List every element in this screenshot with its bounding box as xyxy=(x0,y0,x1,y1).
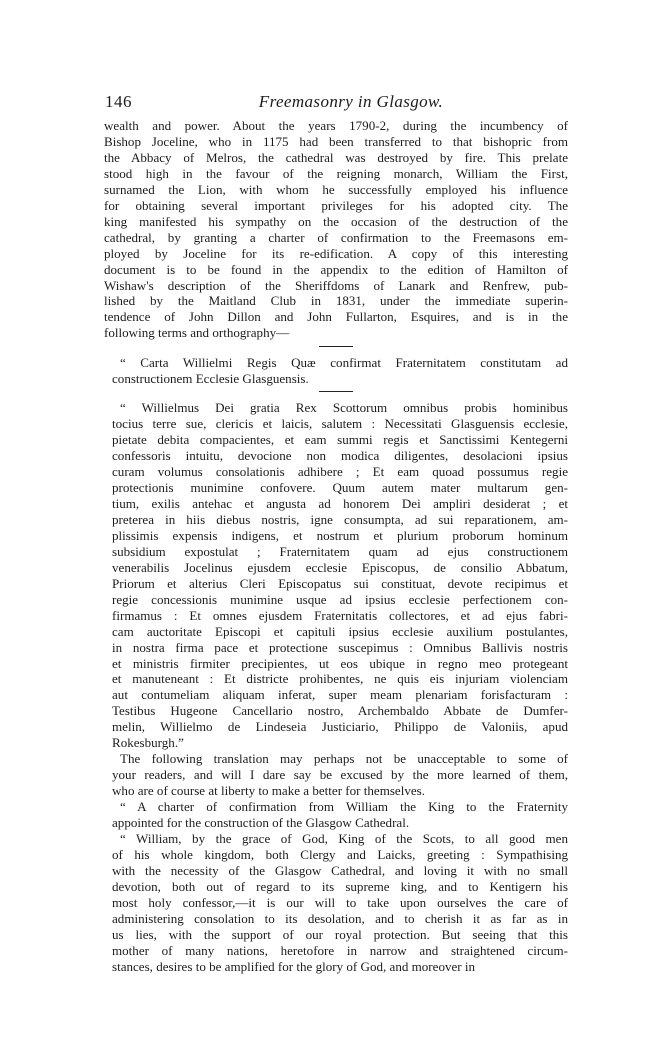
text-line: protectionis munimine confovere. Quum autem mater multarum gen- xyxy=(112,480,568,496)
translation-note xyxy=(104,751,568,799)
text-line: plissimis expensis indigens, et nostrum et plurium proborum hominum xyxy=(112,527,568,543)
page-header xyxy=(104,92,568,118)
text-line: tendence of John Dillon and John Fullarton, Esquires, and is in the xyxy=(104,309,568,325)
text-line: devotion, both out of regard to its supreme king, and to Kentigern his xyxy=(112,878,568,894)
text-line: the Abbacy of Melros, the cathedral was destroyed by fire. This prelate xyxy=(104,149,568,165)
text-line: regie concessionis munimine usque ad ipsius ecclesie perfectionem con- xyxy=(112,591,568,607)
book-page xyxy=(104,92,568,975)
text-line: cathedral, by granting a charter of confirmation to the Freemasons em- xyxy=(104,229,568,245)
page-number: 146 xyxy=(105,92,132,111)
charter-title-latin xyxy=(104,355,568,387)
text-line: melin, Willielmo de Lindeseia Justiciario, Philippo de Valoniis, apud xyxy=(112,719,568,735)
text-line: with the necessity of the Glasgow Cathedral, and loving it with no small xyxy=(112,862,568,878)
text-line: your readers, and will I dare say be excused by the more learned of them, xyxy=(112,767,568,783)
text-line: curam volumus consolationis adhibere ; Et eam quoad possumus regie xyxy=(112,464,568,480)
text-line: preterea in hiis diebus nostris, igne consumpta, ad sui reparationem, am- xyxy=(112,511,568,527)
text-line: of his whole kingdom, both Clergy and Laicks, greeting : Sympathising xyxy=(112,846,568,862)
text-line: “ Carta Willielmi Regis Quæ confirmat Fraternitatem constitutam ad xyxy=(120,355,568,371)
text-line: for obtaining several important privileges for his adopted city. The xyxy=(104,197,568,213)
text-line: cam auctoritate Episcopi et capituli ipsius ecclesie auxilium postulantes, xyxy=(112,623,568,639)
text-line: who are of course at liberty to make a better for themselves. xyxy=(112,783,426,799)
text-line: administering consolation to its desolation, and to cherish it as far as in xyxy=(112,910,568,926)
text-line: “ William, by the grace of God, King of the Scots, to all good men xyxy=(120,830,568,846)
text-line: stances, desires to be amplified for the glory of God, and moreover in xyxy=(112,958,476,974)
charter-text-latin xyxy=(104,400,568,751)
text-line: wealth and power. About the years 1790-2, during the incumbency of xyxy=(104,118,568,133)
text-line: et ministris firmiter precipientes, ut eos ubique in regno meo protegeant xyxy=(112,655,568,671)
text-line: et manuteneant : Et districte prohibentes, ne quis eis injuriam violenciam xyxy=(112,671,568,687)
text-line: us lies, with the support of our royal protection. But seeing that this xyxy=(112,926,568,942)
text-line: surnamed the Lion, with whom he successfully employed his influence xyxy=(104,181,568,197)
text-line: stood high in the favour of the reigning monarch, William the First, xyxy=(104,165,568,181)
text-line: most holy confessor,—it is our will to take upon ourselves the care of xyxy=(112,894,568,910)
intro-paragraph xyxy=(104,118,568,341)
section-rule xyxy=(319,391,353,392)
text-line: tocius terre sue, clericis et laicis, salutem : Necessitati Glasguensis ecclesie, xyxy=(112,416,568,432)
charter-title-english xyxy=(104,799,568,831)
text-line: Priorum et alterius Cleri Episcopatus sui constituat, devote recipimus et xyxy=(112,575,568,591)
text-line: subsidium expostulat ; Fraternitatem quam ad ejus constructionem xyxy=(112,543,568,559)
running-title: Freemasonry in Glasgow. xyxy=(258,92,444,111)
text-line: following terms and orthography— xyxy=(104,325,290,341)
text-line: pietate debita compacientes, et eam summi regis et Sanctissimi Kentegerni xyxy=(112,432,568,448)
text-line: Bishop Joceline, who in 1175 had been transferred to that bishopric from xyxy=(104,133,568,149)
text-line: aut contumeliam aliquam inferat, super meam plenariam forisfacturam : xyxy=(112,687,568,703)
text-line: constructionem Ecclesie Glasguensis. xyxy=(112,371,309,387)
text-line: tium, exilis antehac et angusta ad honorem Dei ampliri desiderat ; et xyxy=(112,495,568,511)
text-line: ployed by Joceline for its re-edification. A copy of this interesting xyxy=(104,245,568,261)
text-line: venerabilis Jocelinus ejusdem ecclesie Episcopus, de consilio Abbatum, xyxy=(112,559,568,575)
text-line: in nostra firma pace et protectione suscepimus : Omnibus Ballivis nostris xyxy=(112,639,568,655)
text-line: Rokesburgh.” xyxy=(112,735,184,751)
charter-text-english xyxy=(104,831,568,975)
text-line: “ Willielmus Dei gratia Rex Scottorum omnibus probis hominibus xyxy=(120,400,568,416)
section-rule xyxy=(319,346,353,347)
text-line: Testibus Hugeone Cancellario nostro, Archembaldo Abbate de Dumfer- xyxy=(112,703,568,719)
text-line: document is to be found in the appendix to the edition of Hamilton of xyxy=(104,261,568,277)
text-line: mother of many nations, heretofore in narrow and straightened circum- xyxy=(112,942,568,958)
text-line: confessoris intuitu, devocione non modica diligentes, desolacioni ipsius xyxy=(112,448,568,464)
text-line: “ A charter of confirmation from William the King to the Fraternity xyxy=(120,799,568,815)
text-line: Wishaw's description of the Sheriffdoms of Lanark and Renfrew, pub- xyxy=(104,277,568,293)
text-line: king manifested his sympathy on the occasion of the destruction of the xyxy=(104,213,568,229)
text-line: lished by the Maitland Club in 1831, under the immediate superin- xyxy=(104,293,568,309)
text-line: The following translation may perhaps not be unacceptable to some of xyxy=(120,751,568,767)
text-line: firmamus : Et omnes ejusdem Fraternitatis collectores, et ad ejus fabri- xyxy=(112,607,568,623)
text-line: appointed for the construction of the Glasgow Cathedral. xyxy=(112,815,410,831)
